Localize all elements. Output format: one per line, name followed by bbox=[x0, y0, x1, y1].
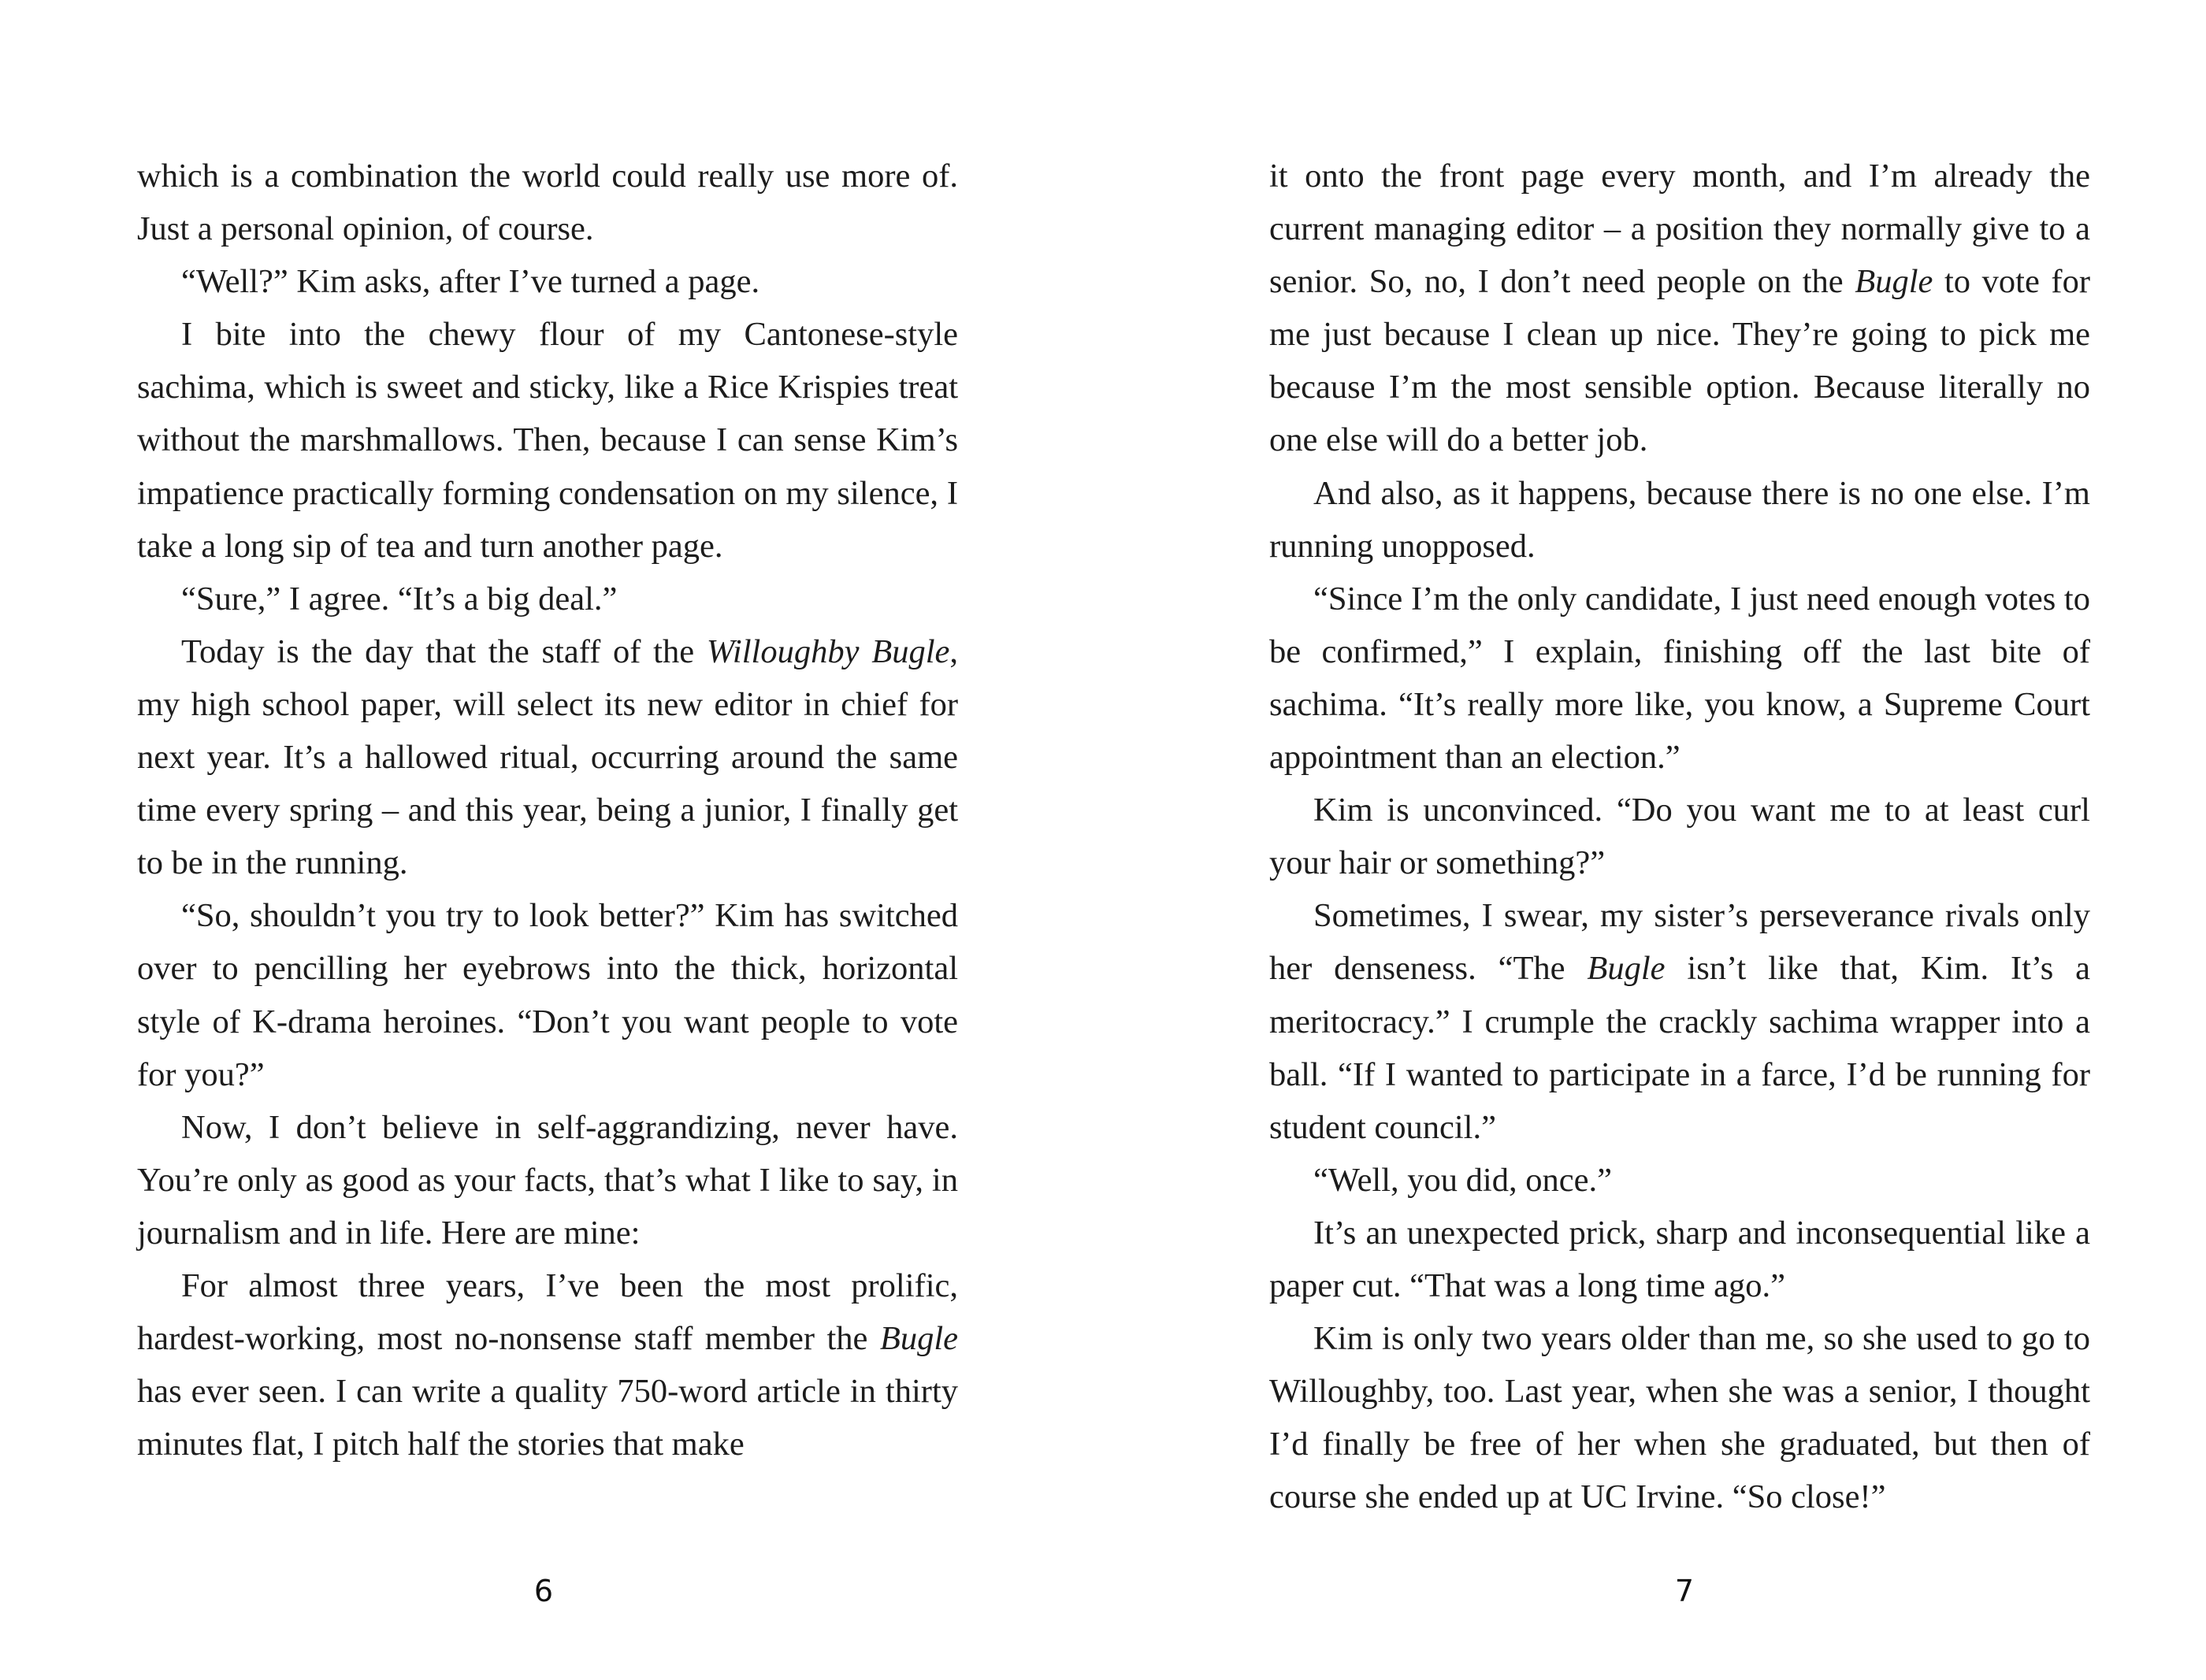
paragraph: “Well?” Kim asks, after I’ve turned a page. bbox=[181, 263, 760, 301]
paragraph: “Well, you did, once.” bbox=[1313, 1161, 1612, 1199]
right-page-text bbox=[1269, 150, 2090, 1523]
page-number-left: 6 bbox=[533, 1574, 554, 1608]
paragraph: “So, shouldn’t you try to look better?” Kim has switched over to pencilling her eyebrows into the thick, horizontal style of K-drama heroines. “Don’t you want people to vote for you?” bbox=[137, 897, 958, 1093]
page-number-right: 7 bbox=[1674, 1574, 1695, 1608]
paragraph: Today is the day that the staff of the Willoughby Bugle, my high school paper, will select its new editor in chief for next year. It’s a hallowed ritual, occurring around the same time every spring – and this year, being a junior, I finally get to be in the running. bbox=[137, 632, 958, 882]
paragraph: For almost three years, I’ve been the most prolific, hardest-working, most no-nonsense staff member the Bugle has ever seen. I can write a quality 750-word article in thirty minutes flat, I pitch half the stories that make bbox=[137, 1266, 958, 1463]
paragraph: Sometimes, I swear, my sister’s perseverance rivals only her denseness. “The Bugle isn’t like that, Kim. It’s a meritocracy.” I crumple the crackly sachima wrapper into a ball. “If I wanted to participate in a farce, I’d be running for student council.” bbox=[1269, 897, 2090, 1146]
paragraph: “Sure,” I agree. “It’s a big deal.” bbox=[181, 580, 618, 617]
newspaper-title: Bugle bbox=[1587, 950, 1666, 988]
paragraph: which is a combination the world could really use more of. Just a personal opinion, of course. bbox=[137, 158, 958, 248]
newspaper-title: Bugle bbox=[879, 1320, 958, 1358]
newspaper-title: Willoughby Bugle bbox=[706, 632, 950, 670]
newspaper-title: Bugle bbox=[1855, 263, 1933, 301]
left-page-text bbox=[137, 150, 958, 1470]
paragraph: I bite into the chewy flour of my Cantonese-style sachima, which is sweet and sticky, like a Rice Krispies treat without the marshmallows. Then, because I can sense Kim’s impatience practically forming condensation on my silence, I take a long sip of tea and turn another page. bbox=[137, 316, 958, 565]
paragraph: Kim is only two years older than me, so she used to go to Willoughby, too. Last year, when she was a senior, I thought I’d finally be free of her when she graduated, but then of course she ended up at UC Irvine. “So close!” bbox=[1269, 1320, 2090, 1516]
paragraph: Now, I don’t believe in self-aggrandizing, never have. You’re only as good as your facts, that’s what I like to say, in journalism and in life. Here are mine: bbox=[137, 1108, 958, 1252]
paragraph: It’s an unexpected prick, sharp and inconsequential like a paper cut. “That was a long time ago.” bbox=[1269, 1214, 2090, 1304]
paragraph: Kim is unconvinced. “Do you want me to at least curl your hair or something?” bbox=[1269, 792, 2090, 882]
paragraph: And also, as it happens, because there is no one else. I’m running unopposed. bbox=[1269, 474, 2090, 565]
paragraph: it onto the front page every month, and I’m already the current managing editor – a position they normally give to a senior. So, no, I don’t need people on the Bugle to vote for me just because I clean up nice. They’re going to pick me because I’m the most sensible option. Because literally no one else will do a better job. bbox=[1269, 158, 2090, 459]
paragraph: “Since I’m the only candidate, I just need enough votes to be confirmed,” I explain, finishing off the last bite of sachima. “It’s really more like, you know, a Supreme Court appointment than an election.” bbox=[1269, 580, 2090, 777]
